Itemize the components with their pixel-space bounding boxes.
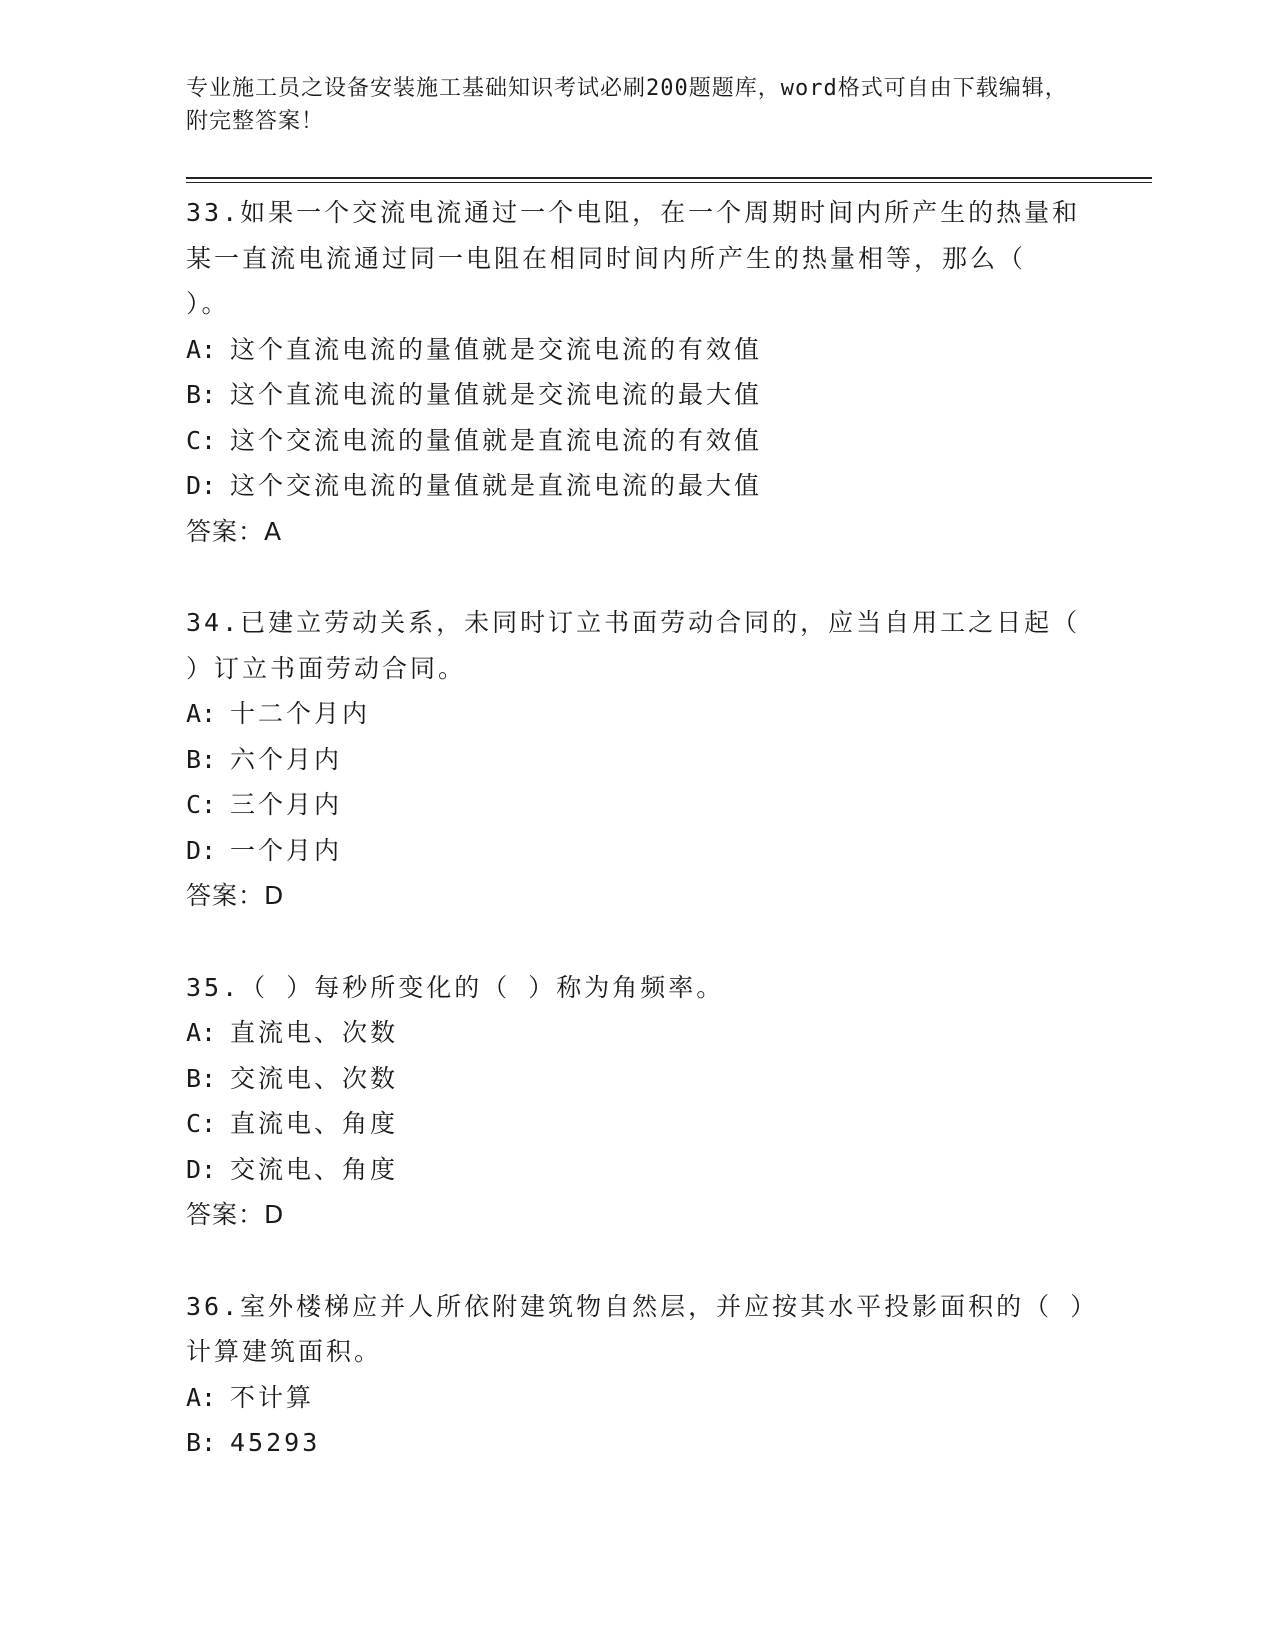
option-key: C: xyxy=(186,1109,217,1138)
option-b xyxy=(186,1056,1086,1102)
option-text: 这个交流电流的量值就是直流电流的最大值 xyxy=(230,471,763,500)
option-c xyxy=(186,782,1086,828)
option-text: 不计算 xyxy=(230,1382,315,1412)
option-key: B: xyxy=(186,380,217,409)
answer-line: 答案：A xyxy=(186,516,283,546)
question-34 xyxy=(186,600,1086,919)
option-text: 交流电、角度 xyxy=(230,1154,399,1184)
option-text: 45293 xyxy=(230,1428,321,1457)
header-divider-thin xyxy=(186,182,1152,183)
option-text: 一个月内 xyxy=(230,835,343,865)
answer-line: 答案：D xyxy=(186,881,285,910)
option-key: D: xyxy=(186,471,217,500)
option-text: 交流电、次数 xyxy=(230,1063,399,1093)
option-text: 直流电、次数 xyxy=(230,1018,399,1047)
option-text: 十二个月内 xyxy=(230,699,371,728)
header-divider-thick xyxy=(186,177,1152,179)
option-key: C: xyxy=(186,790,217,819)
question-35 xyxy=(186,965,1086,1238)
question-list xyxy=(186,190,1086,1466)
option-text: 这个直流电流的量值就是交流电流的最大值 xyxy=(230,380,763,409)
option-key: A: xyxy=(186,1382,217,1412)
option-key: C: xyxy=(186,425,217,455)
option-text: 三个月内 xyxy=(230,790,343,819)
option-key: B: xyxy=(186,1063,217,1093)
option-c xyxy=(186,418,1086,464)
option-text: 直流电、角度 xyxy=(230,1109,399,1138)
option-key: D: xyxy=(186,835,217,865)
option-key: D: xyxy=(186,1154,217,1184)
header-title: 专业施工员之设备安装施工基础知识考试必刷200题题库，word格式可自由下载编辑，附完整答案！ xyxy=(186,76,1068,134)
option-a xyxy=(186,1010,1086,1056)
option-d xyxy=(186,1147,1086,1193)
question-33 xyxy=(186,190,1086,554)
option-b xyxy=(186,1420,1086,1466)
question-text: 34.已建立劳动关系，未同时订立书面劳动合同的，应当自用工之日起（ ）订立书面劳动合同。 xyxy=(186,608,1081,683)
document-header xyxy=(186,72,1076,138)
option-key: B: xyxy=(186,1428,217,1457)
option-d xyxy=(186,463,1086,509)
answer-line: 答案：D xyxy=(186,1200,285,1229)
question-text: 35.（ ）每秒所变化的（ ）称为角频率。 xyxy=(186,972,725,1002)
option-text: 这个直流电流的量值就是交流电流的有效值 xyxy=(230,334,763,364)
question-36 xyxy=(186,1284,1086,1466)
option-b xyxy=(186,372,1086,418)
option-a xyxy=(186,1375,1086,1421)
option-text: 这个交流电流的量值就是直流电流的有效值 xyxy=(230,425,763,455)
question-text: 36.室外楼梯应并人所依附建筑物自然层，并应按其水平投影面积的（ ）计算建筑面积。 xyxy=(186,1291,1086,1366)
option-key: A: xyxy=(186,1018,217,1047)
option-c xyxy=(186,1101,1086,1147)
option-a xyxy=(186,691,1086,737)
option-text: 六个月内 xyxy=(230,744,343,774)
option-b xyxy=(186,737,1086,783)
option-key: A: xyxy=(186,699,217,728)
option-key: A: xyxy=(186,334,217,364)
question-text: 33.如果一个交流电流通过一个电阻，在一个周期时间内所产生的热量和某一直流电流通过同一电阻在相同时间内所产生的热量相等，那么（ ）。 xyxy=(186,198,1081,318)
option-key: B: xyxy=(186,744,217,774)
option-a xyxy=(186,327,1086,373)
option-d xyxy=(186,828,1086,874)
